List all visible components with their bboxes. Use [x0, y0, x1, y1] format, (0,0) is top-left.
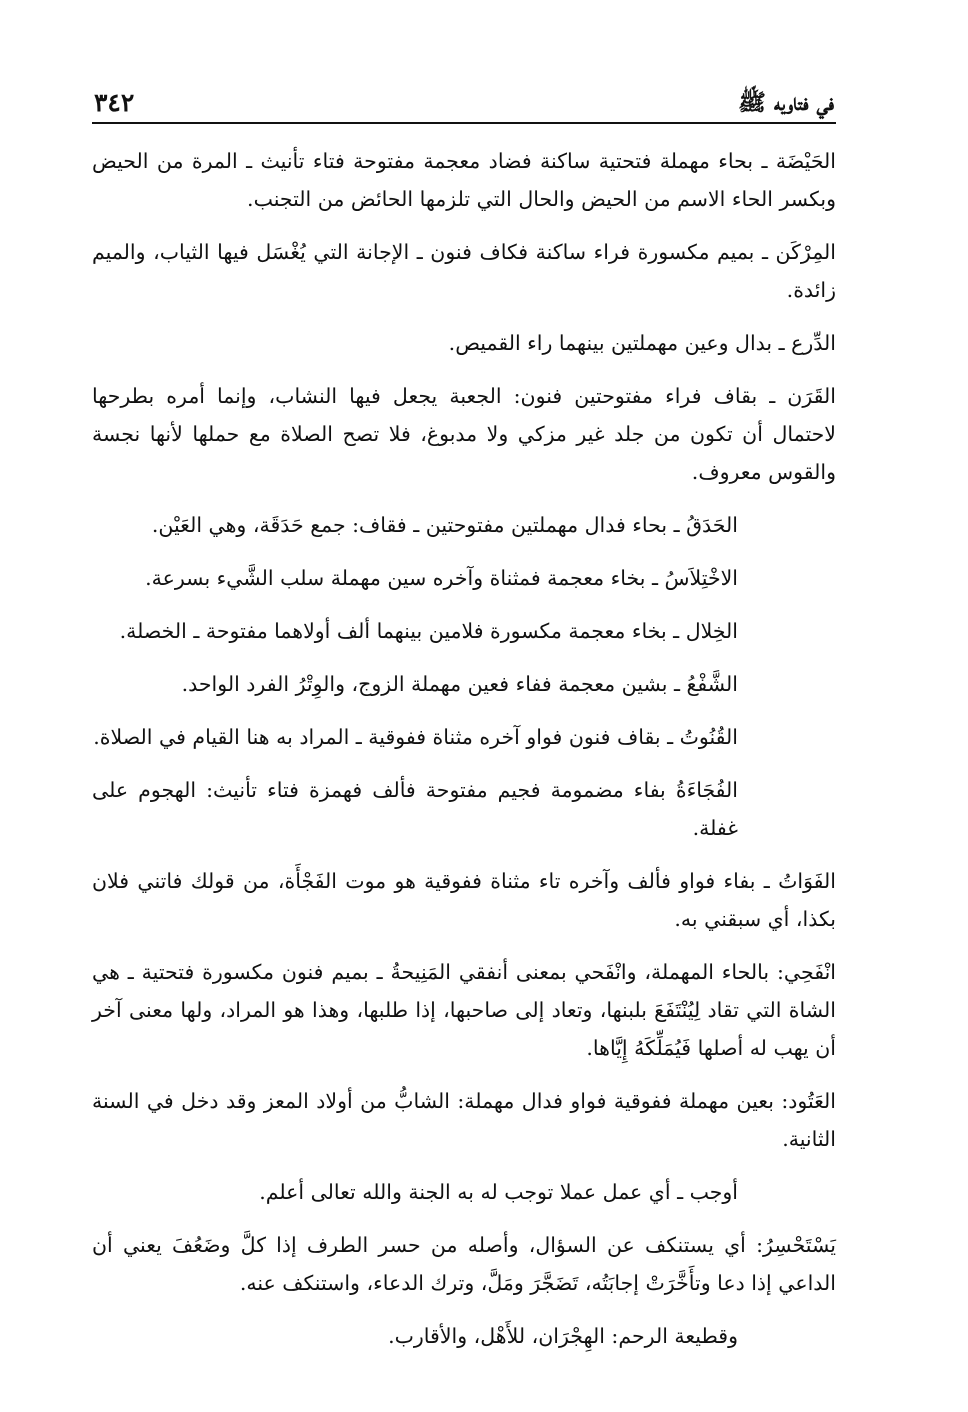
glossary-entry-awjab: أوجب ـ أي عمل عملا توجب له به الجنة والله تعالى أعلم. — [259, 1180, 738, 1204]
glossary-entry-ikhtilas: الاخْتِلاَسُ ـ بخاء معجمة فمثناة وآخره سين مهملة سلب الشَّيء بسرعة. — [145, 566, 738, 590]
glossary-entry-khilal: الخِلال ـ بخاء معجمة مكسورة فلامين بينهما ألف أولاهما مفتوحة ـ الخصلة. — [119, 619, 738, 643]
running-title: في فتاويه ﷺ — [738, 89, 834, 116]
glossary-entry-shaf: الشَّفْعُ ـ بشين معجمة ففاء فعين مهملة الزوج، والوِتْرُ الفرد الواحد. — [181, 672, 738, 696]
header-rule — [92, 122, 836, 124]
page-header — [92, 80, 836, 118]
glossary-entry-haydah: الحَيْضَة ـ بحاء مهملة فتحتية ساكنة فضاد معجمة مفتوحة فتاء تأنيث ـ المرة من الحيض وبكسر الحاء الاسم من الحيض والحال التي تلزمها الحائض من التجنب. — [92, 149, 836, 211]
glossary-entry-yastahsir: يَسْتَحْسِرُ: أي يستنكف عن السؤال، وأصله من حسر الطرف إذا كلَّ وضَعُفَ يعني أن الداعي إذا دعا وتأَخَّرَتْ إجابَتُه، تَضَجَّرَ ومَلَّ، وترك الدعاء، واستنكف عنه. — [92, 1233, 836, 1295]
book-page — [92, 80, 836, 1370]
glossary-entry-qunut: القُنُوتُ ـ بقاف فنون فواو آخره مثناة ففوقية ـ المراد به هنا القيام في الصلاة. — [93, 725, 738, 749]
glossary-entry-dir: الدِّرع ـ بدال وعين مهملتين بينهما راء القميص. — [448, 331, 836, 355]
glossary-entry-hadaq: الحَدَقُ ـ بحاء فدال مهملتين مفتوحتين ـ فقاف: جمع حَدَقَة، وهي العَيْن. — [151, 513, 738, 537]
glossary-body — [92, 142, 836, 1355]
glossary-entry-qaran: القَرَن ـ بقاف فراء مفتوحتين فنون: الجعبة يجعل فيها النشاب، وإنما أمره بطرحها لاحتمال أن تكون من جلد غير مزكي ولا مدبوغ، فلا تصح الصلاة مع حملها لأنها نجسة والقوس معروف. — [92, 384, 836, 484]
glossary-entry-fawat: الفَوَاتُ ـ بفاء فواو فألف وآخره تاء مثناة ففوقية هو موت الفَجْأَة، من قولك فاتني فلان بكذا، أي سبقني به. — [92, 869, 836, 931]
glossary-entry-atud: العَتُود: بعين مهملة ففوقية فواو فدال مهملة: الشابُّ من أولاد المعز وقد دخل في السنة الثانية. — [92, 1089, 836, 1151]
page-number: ٣٤٢ — [94, 88, 135, 117]
glossary-entry-fujaah: الفُجَاءَةُ بفاء مضمومة فجيم مفتوحة فألف فهمزة فتاء تأنيث: الهجوم على غفلة. — [92, 778, 738, 840]
glossary-entry-qatiat-alrahim: وقطيعة الرحم: الهِجْرَان، للأَهْل، والأقارب. — [388, 1324, 738, 1348]
glossary-entry-mirkan: المِرْكَن ـ بميم مكسورة فراء ساكنة فكاف فنون ـ الإجانة التي يُغْسَل فيها الثياب، والميم زائدة. — [92, 240, 836, 302]
glossary-entry-infahi: انْفَحِي: بالحاء المهملة، وانْفَحي بمعنى أنفقي المَنِيحةُ ـ بميم فنون مكسورة فتحتية ـ هي الشاة التي تقاد لِيُنْتَفَعَ بلبنها، وتعاد إلى صاحبها، إذا طلبها، وهذا هو المراد، ولها معنى آخر أن يهب له أصلها فَيُمَلِّكَهُ إِيَّاها. — [92, 960, 836, 1060]
